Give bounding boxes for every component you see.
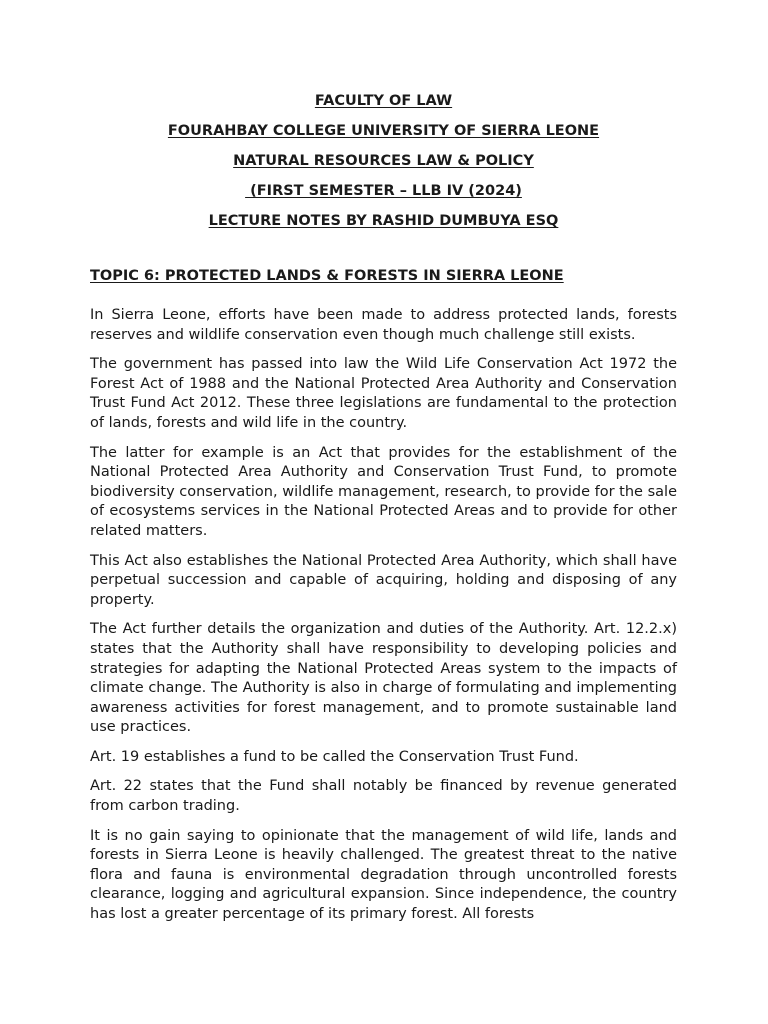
paragraph-legislation: The government has passed into law the Wild Life Conservation Act 1972 the Forest Act of 1988 and the National Protected Area Authority and Conservation Trust Fund Act 2012. These three legislations are fundamental to the protection of lands, forests and wild life in the country. — [90, 356, 677, 431]
paragraph-art-19: Art. 19 establishes a fund to be called the Conservation Trust Fund. — [90, 748, 579, 765]
paragraph-art-22: Art. 22 states that the Fund shall notably be financed by revenue generated from carbon trading. — [90, 778, 677, 815]
topic-heading: TOPIC 6: PROTECTED LANDS & FORESTS IN SIERRA LEONE — [90, 268, 564, 284]
semester-info: (FIRST SEMESTER – LLB IV (2024) — [245, 183, 522, 199]
course-title: NATURAL RESOURCES LAW & POLICY — [233, 153, 534, 169]
document-body — [90, 306, 677, 935]
faculty-title: FACULTY OF LAW — [314, 93, 453, 109]
paragraph-act-purpose: The latter for example is an Act that provides for the establishment of the National Protected Area Authority and Conservation Trust Fund, to promote biodiversity conservation, wildlife management, research, to provide for the sale of ecosystems services in the National Protected Areas and to provide for other related matters. — [90, 444, 677, 539]
document-header — [90, 91, 677, 241]
paragraph-challenges: It is no gain saying to opinionate that the management of wild life, lands and forests in Sierra Leone is heavily challenged. The greatest threat to the native flora and fauna is environmental degradation through uncontrolled forests clearance, logging and agricultural expansion. Since independence, the country has lost a greater percentage of its primary forest. All forests — [90, 827, 677, 923]
lecturer-credit: LECTURE NOTES BY RASHID DUMBUYA ESQ — [208, 213, 559, 229]
paragraph-authority: This Act also establishes the National Protected Area Authority, which shall have perpetual succession and capable of acquiring, holding and disposing of any property. — [90, 552, 677, 608]
paragraph-duties: The Act further details the organization and duties of the Authority. Art. 12.2.x) states that the Authority shall have responsibility to developing policies and strategies for adapting the National Protected Areas system to the impacts of climate change. The Authority is also in charge of formulating and implementing awareness activities for forest management, and to promote sustainable land use practices. — [90, 621, 677, 736]
paragraph-intro: In Sierra Leone, efforts have been made to address protected lands, forests reserves and wildlife conservation even though much challenge still exists. — [90, 307, 677, 343]
college-title: FOURAHBAY COLLEGE UNIVERSITY OF SIERRA LEONE — [167, 123, 600, 139]
